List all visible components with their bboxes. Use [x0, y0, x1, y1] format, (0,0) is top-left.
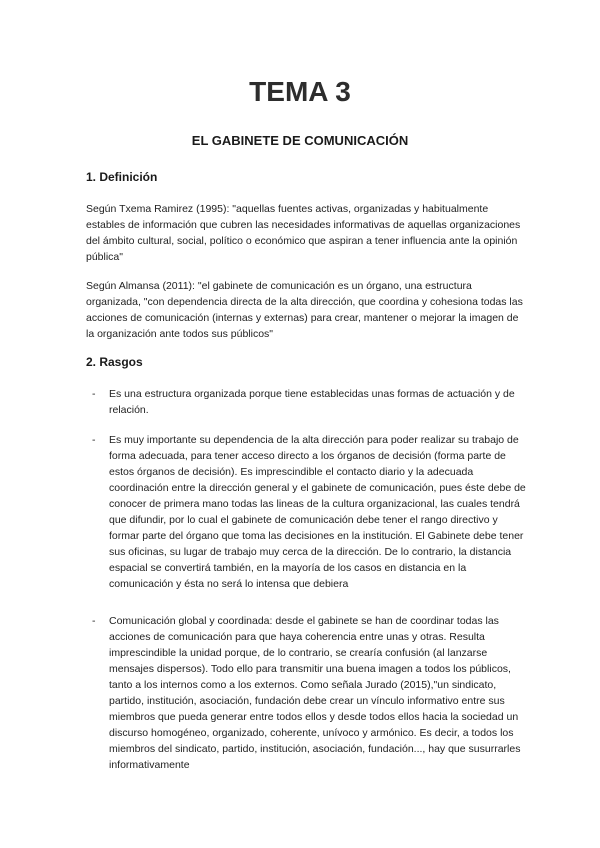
- section-heading-definicion: 1. Definición: [86, 170, 158, 184]
- bullet-marker: -: [92, 615, 96, 627]
- bullet-item: Es muy importante su dependencia de la alta dirección para poder realizar su trabajo de forma adecuada, para tener acceso directo a los órganos de decisión (forma parte de estos órganos de decisión). Es imprescindible el contacto diario y la adecuada coordinación entre la dirección general y el gabinete de comunicación, pues éste debe de conocer de primera mano todas las lineas de la cultura organizacional, las cuales tendrá que difundir, por lo cual el gabinete de comunicación debe tener el rango directivo y formar parte del órgano que toma las decisiones en la institución. El Gabinete debe tener sus oficinas, su lugar de trabajo muy cerca de la dirección. De lo contrario, la distancia espacial se convertirá también, en la mayoría de los casos en distancia en la comunicación y ésta no será lo intensa que debiera: [109, 434, 526, 590]
- paragraph-ramirez: Según Txema Ramirez (1995): "aquellas fuentes activas, organizadas y habitualmente estables de información que cubren las necesidades informativas de aquellas organizaciones del ámbito cultural, social, político o económico que aspiran a tener influencia ante la opinión pública": [86, 203, 521, 263]
- section-heading-rasgos: 2. Rasgos: [86, 355, 143, 369]
- bullet-marker: -: [92, 434, 96, 446]
- page-subtitle: EL GABINETE DE COMUNICACIÓN: [191, 133, 409, 148]
- paragraph-almansa: Según Almansa (2011): "el gabinete de comunicación es un órgano, una estructura organizada, "con dependencia directa de la alta dirección, que coordina y cohesiona todas las acciones de comunicación (internas y externas) para crear, mantener o mejorar la imagen de la organización ante todos sus públicos": [86, 280, 523, 340]
- page-title: TEMA 3: [249, 76, 351, 107]
- bullet-item: Es una estructura organizada porque tiene establecidas unas formas de actuación y de relación.: [109, 388, 515, 416]
- bullet-item: Comunicación global y coordinada: desde el gabinete se han de coordinar todas las acciones de comunicación para que haya coherencia entre unas y otras. Resulta imprescindible la unidad porque, de lo contrario, se crearía confusión (al lanzarse mensajes dispersos). Todo ello para transmitir una buena imagen a todos los públicos, tanto a los internos como a los externos. Como señala Jurado (2015),"un sindicato, partido, institución, asociación, fundación debe crear un vínculo informativo entre sus miembros que pueda generar entre todos ellos y desde todos ellos hacia la sociedad un discurso homogéneo, organizado, coherente, unívoco y armónico. Es decir, a todos los miembros del sindicato, partido, institución, asociación, fundación..., hay que susurrarles informativamente: [109, 615, 521, 771]
- bullet-marker: -: [92, 388, 96, 400]
